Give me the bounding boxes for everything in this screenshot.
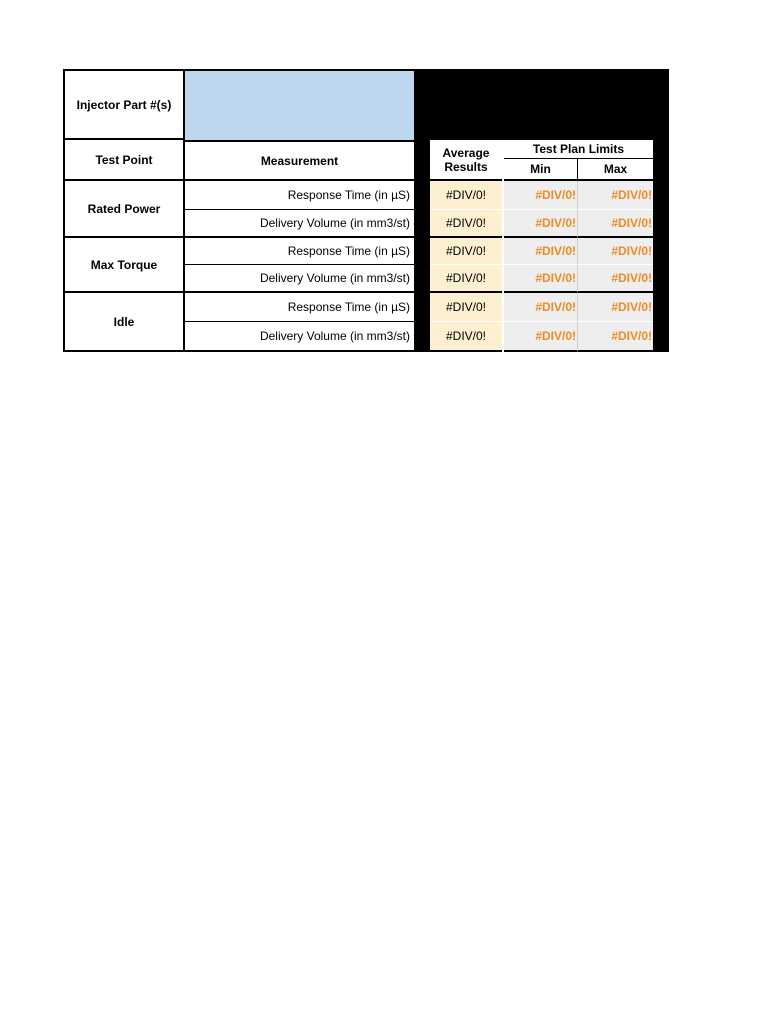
min-cell: #DIV/0!	[504, 181, 578, 210]
injector-part-input[interactable]	[185, 69, 414, 140]
average-results-line1: Average	[442, 145, 490, 160]
max-cell: #DIV/0!	[578, 181, 653, 210]
max-cell: #DIV/0!	[578, 293, 653, 322]
average-cell: #DIV/0!	[430, 265, 502, 293]
measurement-cell: Delivery Volume (in mm3/st)	[185, 322, 414, 352]
average-results-header	[430, 140, 502, 181]
max-cell: #DIV/0!	[578, 238, 653, 265]
test-point-rated-power: Rated Power	[63, 181, 185, 238]
min-cell: #DIV/0!	[504, 322, 578, 352]
average-cell: #DIV/0!	[430, 238, 502, 265]
max-cell: #DIV/0!	[578, 322, 653, 352]
average-cell: #DIV/0!	[430, 293, 502, 322]
average-cell: #DIV/0!	[430, 210, 502, 238]
average-results-line2: Results	[444, 159, 488, 174]
injector-part-label: Injector Part #(s)	[63, 69, 185, 140]
measurement-cell: Delivery Volume (in mm3/st)	[185, 265, 414, 293]
black-fill-top	[414, 69, 669, 140]
measurement-cell: Delivery Volume (in mm3/st)	[185, 210, 414, 238]
min-cell: #DIV/0!	[504, 238, 578, 265]
black-fill-separator	[414, 140, 428, 352]
test-point-max-torque: Max Torque	[63, 238, 185, 293]
max-cell: #DIV/0!	[578, 210, 653, 238]
measurement-cell: Response Time (in µS)	[185, 238, 414, 265]
test-results-sheet	[63, 69, 669, 352]
black-fill-right-edge	[653, 140, 669, 352]
min-header: Min	[504, 159, 578, 181]
measurement-cell: Response Time (in µS)	[185, 293, 414, 322]
test-plan-limits-header: Test Plan Limits	[504, 140, 653, 159]
max-cell: #DIV/0!	[578, 265, 653, 293]
measurement-header: Measurement	[185, 140, 414, 181]
measurement-cell: Response Time (in µS)	[185, 181, 414, 210]
min-cell: #DIV/0!	[504, 210, 578, 238]
test-point-idle: Idle	[63, 293, 185, 352]
average-cell: #DIV/0!	[430, 322, 502, 352]
max-header: Max	[578, 159, 653, 181]
min-cell: #DIV/0!	[504, 265, 578, 293]
average-cell: #DIV/0!	[430, 181, 502, 210]
min-cell: #DIV/0!	[504, 293, 578, 322]
test-point-header: Test Point	[63, 140, 185, 181]
